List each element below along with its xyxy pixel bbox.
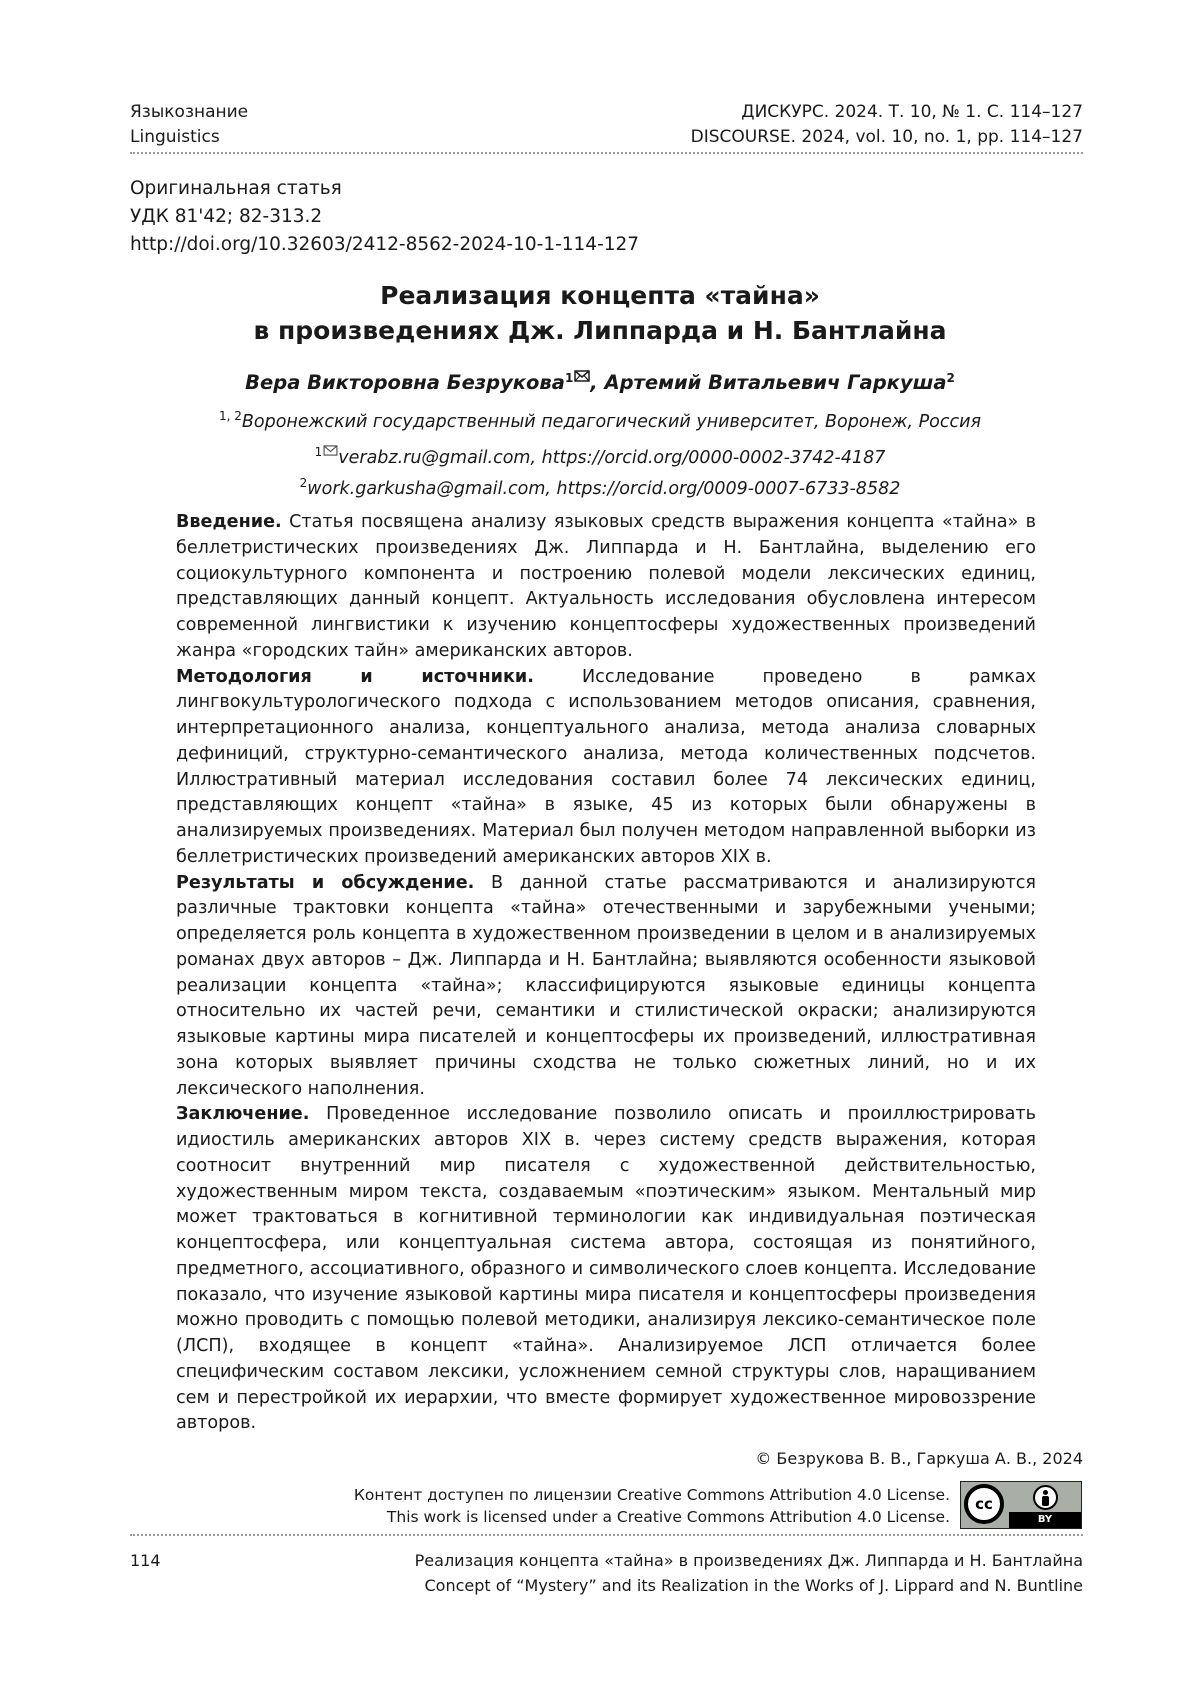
results-text: В данной статье рассматриваются и анализируются различные трактовки концепта «тайна» отечественными и зарубежными учеными; определяется роль концепта в художественном произведении в целом и в анализируемых романах двух авторов – Дж. Липпарда и Н. Бантлайна; выявляются особенности языковой реализации концепта «тайна»; классифицируются языковые единицы концепта относительно их частей речи, семантики и стилистической окраски; анализируются языковые картины мира писателей и концептосферы их произведений, иллюстративная зона которых выявляет причины сходства не только сюжетных линий, но и их лексического наполнения. bbox=[176, 872, 1037, 1099]
doi-link[interactable]: http://doi.org/10.32603/2412-8562-2024-10-1-114-127 bbox=[130, 234, 640, 255]
header-divider bbox=[130, 152, 1083, 154]
envelope-icon bbox=[574, 370, 590, 382]
envelope-icon bbox=[323, 445, 338, 456]
email-line-1 bbox=[0, 439, 1200, 471]
conclusion-label: Заключение. bbox=[176, 1104, 310, 1125]
email-1-text[interactable]: verabz.ru@gmail.com, https://orcid.org/0000-0002-3742-4187 bbox=[338, 448, 886, 468]
title-line-1: Реализация концепта «тайна» bbox=[380, 281, 820, 310]
affiliation bbox=[0, 403, 1200, 435]
abstract-intro bbox=[176, 510, 1036, 665]
cc-by-badge[interactable] bbox=[960, 1481, 1082, 1529]
method-text: Исследование проведено в рамках лингвокультурологического подхода с использованием методов описания, сравнения, интерпретационного анализа, концептуального анализа, метода анализа словарных дефиниций, структурно-семантического анализа, метода количественных подсчетов. Иллюстративный материал исследования составил более 74 лексических единиц, представляющих концепт «тайна» в языке, 45 из которых были обнаружены в анализируемых произведениях. Материал был получен методом направленной выборки из беллетристических произведений американских авторов XIX в. bbox=[176, 666, 1036, 867]
attribution-icon bbox=[1033, 1485, 1058, 1510]
author-2-sup: 2 bbox=[946, 371, 955, 385]
journal-en: DISCOURSE. 2024, vol. 10, no. 1, pp. 114–127 bbox=[690, 127, 1083, 147]
license-text bbox=[354, 1484, 950, 1528]
title-line-2: в произведениях Дж. Липпарда и Н. Бантлайна bbox=[253, 316, 947, 345]
header-journal bbox=[691, 100, 1083, 150]
cc-by-label: BY bbox=[1009, 1512, 1081, 1528]
authors-line bbox=[0, 364, 1200, 397]
footer-title-en: Concept of “Mystery” and its Realization in the Works of J. Lippard and N. Buntline bbox=[424, 1576, 1083, 1595]
footer-title bbox=[415, 1548, 1083, 1598]
section-ru: Языкознание bbox=[130, 102, 249, 122]
affiliation-text: Воронежский государственный педагогический университет, Воронеж, Россия bbox=[241, 412, 982, 432]
intro-label: Введение. bbox=[176, 512, 282, 532]
page-number: 114 bbox=[130, 1551, 161, 1570]
abstract bbox=[176, 510, 1036, 1437]
abstract-method bbox=[176, 665, 1036, 871]
copyright: © Безрукова В. В., Гаркуша А. В., 2024 bbox=[755, 1449, 1083, 1468]
intro-text: Статья посвящена анализу языковых средств выражения концепта «тайна» в беллетристических произведениях Дж. Липпарда и Н. Бантлайна, выделению его социокультурного компонента и построению полевой модели лексических единиц, представляющих данный концепт. Актуальность исследования обусловлена интересом современной лингвистики к изучению концептосферы художественных произведений жанра «городских тайн» американских авторов. bbox=[176, 512, 1036, 661]
footer-title-ru: Реализация концепта «тайна» в произведениях Дж. Липпарда и Н. Бантлайна bbox=[414, 1551, 1083, 1570]
cc-icon: cc bbox=[964, 1484, 1004, 1524]
abstract-results bbox=[176, 871, 1036, 1103]
author-1: Вера Викторовна Безрукова bbox=[245, 371, 565, 394]
author-1-sup: 1 bbox=[565, 371, 590, 385]
email-1-sup: 1 bbox=[315, 445, 339, 459]
license-en: This work is licensed under a Creative Commons Attribution 4.0 License. bbox=[386, 1508, 950, 1526]
author-separator: , bbox=[590, 371, 605, 394]
footer-divider bbox=[130, 1534, 1083, 1536]
journal-ru: ДИСКУРС. 2024. Т. 10, № 1. С. 114–127 bbox=[741, 102, 1083, 122]
results-label: Результаты и обсуждение. bbox=[176, 872, 475, 893]
udk-code: УДК 81'42; 82-313.2 bbox=[130, 206, 323, 227]
section-en: Linguistics bbox=[130, 127, 220, 147]
affiliation-sup: 1, 2 bbox=[218, 409, 242, 423]
license-ru: Контент доступен по лицензии Creative Commons Attribution 4.0 License. bbox=[353, 1486, 950, 1504]
conclusion-text: Проведенное исследование позволило описать и проиллюстрировать идиостиль американских авторов XIX в. через систему средств выражения, которая соотносит внутренний мир писателя с художественной действительностью, художественным миром текста, создаваемым «поэтическим» языком. Ментальный мир может трактоваться в когнитивной терминологии как индивидуальная поэтическая концептосфера, или концептуальная система автора, состоящая из понятийного, предметного, ассоциативного, образного и символического слоев концепта. Исследование показало, что изучение языковой картины мира писателя и концептосферы произведения можно проводить с помощью полевой методики, анализируя лексико-семантическое поле (ЛСП), входящее в концепт «тайна». Анализируемое ЛСП отличается более специфическим составом лексики, усложнением семной структуры слов, наращиванием сем и перестройкой их иерархии, что вместе формирует художественное мировоззрение авторов. bbox=[176, 1104, 1036, 1434]
email-2-sup: 2 bbox=[299, 476, 308, 490]
abstract-conclusion bbox=[176, 1102, 1036, 1437]
article-title bbox=[0, 278, 1200, 348]
article-meta bbox=[130, 175, 639, 259]
article-type: Оригинальная статья bbox=[130, 178, 342, 199]
email-line-2 bbox=[0, 470, 1200, 502]
header-section bbox=[130, 100, 248, 150]
email-2-text[interactable]: work.garkusha@gmail.com, https://orcid.org/0009-0007-6733-8582 bbox=[307, 479, 901, 499]
method-label: Методология и источники. bbox=[176, 666, 534, 687]
author-2: Артемий Витальевич Гаркуша bbox=[604, 371, 947, 394]
